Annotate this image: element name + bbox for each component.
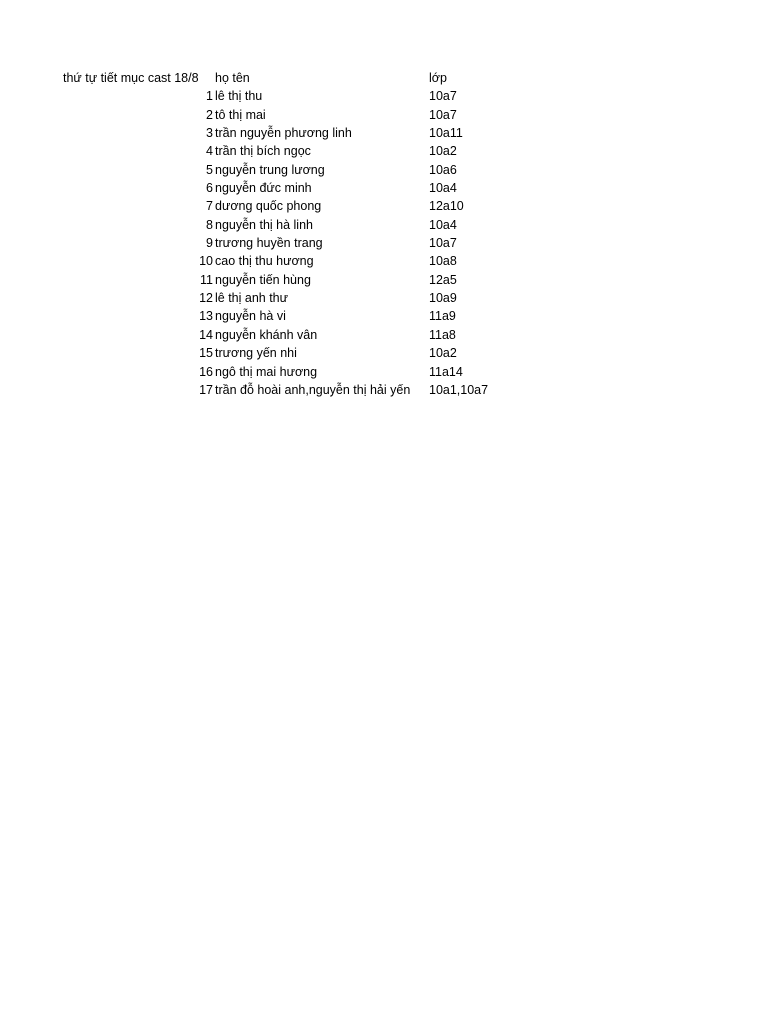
table-row [63, 161, 488, 179]
cell-order: 12 [199, 291, 213, 306]
cell-name: ngô thị mai hương [215, 364, 318, 379]
cell-name: lê thị thu [215, 89, 263, 104]
cell-order: 6 [206, 181, 213, 196]
table-row [63, 363, 488, 381]
cell-name: trần nguyễn phương linh [215, 126, 352, 141]
cell-name: trần thị bích ngọc [215, 144, 311, 159]
cell-name: trần đỗ hoài anh,nguyễn thị hải yến [215, 382, 411, 397]
cell-order: 2 [206, 107, 213, 122]
cell-order: 7 [206, 199, 213, 214]
cell-class: 11a9 [429, 309, 456, 324]
cell-class: 10a7 [429, 89, 457, 104]
table-row [63, 307, 488, 325]
cell-name: dương quốc phong [215, 199, 322, 214]
cell-name: tô thị mai [215, 107, 266, 122]
cell-class: 10a8 [429, 254, 457, 269]
cell-order: 15 [199, 346, 213, 361]
cell-order: 5 [206, 162, 213, 177]
table-row [63, 197, 488, 215]
cell-name: lê thị anh thư [215, 291, 288, 306]
cell-name: nguyễn khánh vân [215, 327, 318, 342]
cell-class: 11a8 [429, 327, 456, 342]
cell-order: 9 [206, 236, 213, 251]
cell-class: 10a6 [429, 162, 457, 177]
cell-order: 3 [206, 126, 213, 141]
cell-name: nguyễn tiến hùng [215, 272, 311, 287]
cell-name: nguyễn hà vi [215, 309, 286, 324]
cell-class: 11a14 [429, 364, 463, 379]
cell-order: 13 [199, 309, 213, 324]
table-row [63, 381, 488, 399]
cell-name: nguyễn đức minh [215, 181, 312, 196]
cell-class: 10a4 [429, 217, 457, 232]
cell-order: 4 [206, 144, 213, 159]
table-row [63, 289, 488, 307]
header-class: lớp [429, 71, 447, 85]
table-row [63, 142, 488, 160]
table-row [63, 179, 488, 197]
table-row [63, 124, 488, 142]
table-row [63, 326, 488, 344]
cell-name: nguyễn thị hà linh [215, 217, 313, 232]
cell-order: 1 [206, 89, 213, 104]
table-row [63, 87, 488, 105]
cell-class: 10a2 [429, 144, 457, 159]
cell-class: 10a11 [429, 126, 463, 141]
table-row [63, 344, 488, 362]
cell-name: trương yến nhi [215, 346, 297, 361]
cell-class: 10a7 [429, 107, 457, 122]
cell-class: 12a10 [429, 199, 464, 214]
cell-class: 10a9 [429, 291, 457, 306]
data-rows [63, 87, 488, 399]
cell-order: 14 [199, 327, 213, 342]
header-name: họ tên [215, 71, 250, 85]
table-row [63, 271, 488, 289]
header-row [63, 69, 488, 87]
cell-order: 10 [199, 254, 213, 269]
cell-class: 10a2 [429, 346, 457, 361]
cell-name: nguyễn trung lương [215, 162, 325, 177]
cell-class: 10a7 [429, 236, 457, 251]
cell-name: cao thị thu hương [215, 254, 314, 269]
cell-class: 10a1,10a7 [429, 382, 489, 397]
cell-class: 10a4 [429, 181, 457, 196]
table-row [63, 252, 488, 270]
cell-order: 16 [199, 364, 213, 379]
cell-order: 11 [200, 272, 213, 287]
cell-order: 8 [206, 217, 213, 232]
header-order: thứ tự tiết mục cast 18/8 [63, 71, 199, 85]
table-row [63, 106, 488, 124]
table-row [63, 216, 488, 234]
cell-name: trương huyền trang [215, 236, 323, 251]
table-row [63, 234, 488, 252]
spreadsheet-sheet [63, 69, 488, 399]
cell-class: 12a5 [429, 272, 457, 287]
cell-order: 17 [199, 382, 213, 397]
